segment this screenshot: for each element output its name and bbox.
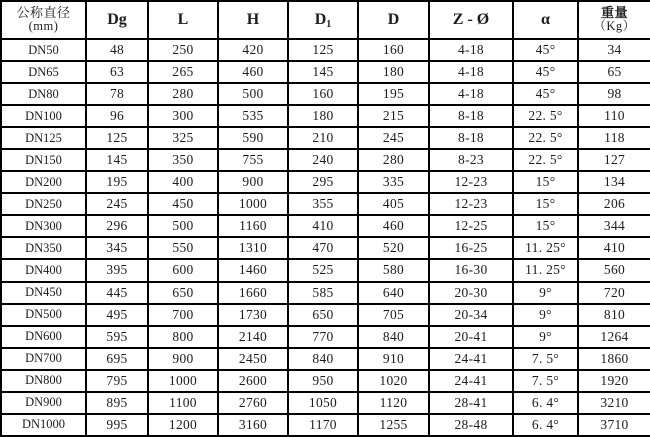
column-header-line2: （Kg） — [593, 19, 636, 34]
table-cell: 160 — [288, 83, 358, 105]
table-cell: 395 — [86, 259, 148, 281]
table-cell: 11. 25° — [513, 259, 578, 281]
table-cell: 22. 5° — [513, 105, 578, 127]
table-cell: 550 — [148, 237, 218, 259]
table-cell: 445 — [86, 282, 148, 304]
table-cell: 9° — [513, 326, 578, 348]
table-cell: 28-48 — [429, 414, 513, 436]
column-header-label: Z - Ø — [452, 11, 490, 29]
table-cell: 344 — [578, 215, 650, 237]
column-header-H — [218, 1, 288, 39]
row-label-cell: DN350 — [1, 237, 86, 259]
table-cell: 280 — [358, 149, 429, 171]
table-cell: 410 — [288, 215, 358, 237]
column-header-Dg — [86, 1, 148, 39]
table-row — [1, 237, 650, 259]
table-cell: 206 — [578, 193, 650, 215]
table-cell: 650 — [288, 304, 358, 326]
table-cell: 7. 5° — [513, 348, 578, 370]
table-cell: 125 — [86, 127, 148, 149]
table-cell: 900 — [218, 171, 288, 193]
table-cell: 560 — [578, 259, 650, 281]
table-cell: 1920 — [578, 370, 650, 392]
table-cell: 595 — [86, 326, 148, 348]
column-header-Z - Ø — [429, 1, 513, 39]
table-cell: 585 — [288, 282, 358, 304]
table-cell: 118 — [578, 127, 650, 149]
table-cell: 240 — [288, 149, 358, 171]
column-header-line2: (mm) — [28, 19, 59, 34]
table-cell: 15° — [513, 171, 578, 193]
table-cell: 45° — [513, 83, 578, 105]
row-label-cell: DN150 — [1, 149, 86, 171]
table-cell: 1160 — [218, 215, 288, 237]
table-cell: 9° — [513, 304, 578, 326]
table-cell: 1120 — [358, 392, 429, 414]
table-cell: 950 — [288, 370, 358, 392]
column-header-公称直径 — [1, 1, 86, 39]
row-label-cell: DN600 — [1, 326, 86, 348]
column-header-label: 重量 — [600, 4, 628, 20]
table-cell: 350 — [148, 149, 218, 171]
table-row — [1, 304, 650, 326]
table-cell: 28-41 — [429, 392, 513, 414]
table-cell: 840 — [288, 348, 358, 370]
table-cell: 325 — [148, 127, 218, 149]
table-cell: 3160 — [218, 414, 288, 436]
table-cell: 8-18 — [429, 105, 513, 127]
table-cell: 4-18 — [429, 83, 513, 105]
table-row — [1, 127, 650, 149]
table-cell: 640 — [358, 282, 429, 304]
table-cell: 400 — [148, 171, 218, 193]
table-cell: 2760 — [218, 392, 288, 414]
table-cell: 12-23 — [429, 171, 513, 193]
table-cell: 7. 5° — [513, 370, 578, 392]
table-cell: 695 — [86, 348, 148, 370]
column-header-label: D — [314, 10, 327, 28]
table-cell: 11. 25° — [513, 237, 578, 259]
table-row — [1, 348, 650, 370]
table-row — [1, 105, 650, 127]
table-cell: 180 — [288, 105, 358, 127]
table-cell: 1264 — [578, 326, 650, 348]
column-header-α — [513, 1, 578, 39]
table-cell: 20-34 — [429, 304, 513, 326]
row-label-cell: DN900 — [1, 392, 86, 414]
table-cell: 9° — [513, 282, 578, 304]
table-cell: 705 — [358, 304, 429, 326]
table-cell: 4-18 — [429, 39, 513, 61]
table-cell: 215 — [358, 105, 429, 127]
column-header-label: D — [387, 11, 400, 29]
table-cell: 720 — [578, 282, 650, 304]
row-label-cell: DN800 — [1, 370, 86, 392]
table-cell: 15° — [513, 193, 578, 215]
table-cell: 20-41 — [429, 326, 513, 348]
table-cell: 250 — [148, 39, 218, 61]
row-label-cell: DN1000 — [1, 414, 86, 436]
table-cell: 1255 — [358, 414, 429, 436]
row-label-cell: DN200 — [1, 171, 86, 193]
table-cell: 4-18 — [429, 61, 513, 83]
table-cell: 245 — [86, 193, 148, 215]
row-label-cell: DN100 — [1, 105, 86, 127]
table-cell: 460 — [358, 215, 429, 237]
table-cell: 12-25 — [429, 215, 513, 237]
table-cell: 650 — [148, 282, 218, 304]
row-label-cell: DN125 — [1, 127, 86, 149]
table-cell: 280 — [148, 83, 218, 105]
column-header-D — [358, 1, 429, 39]
table-cell: 995 — [86, 414, 148, 436]
table-cell: 1050 — [288, 392, 358, 414]
table-cell: 16-25 — [429, 237, 513, 259]
table-cell: 840 — [358, 326, 429, 348]
row-label-cell: DN450 — [1, 282, 86, 304]
table-cell: 450 — [148, 193, 218, 215]
table-cell: 45° — [513, 39, 578, 61]
table-cell: 134 — [578, 171, 650, 193]
table-cell: 65 — [578, 61, 650, 83]
table-cell: 895 — [86, 392, 148, 414]
table-row — [1, 83, 650, 105]
table-cell: 580 — [358, 259, 429, 281]
table-cell: 520 — [358, 237, 429, 259]
table-cell: 24-41 — [429, 370, 513, 392]
table-cell: 296 — [86, 215, 148, 237]
table-cell: 500 — [148, 215, 218, 237]
table-cell: 245 — [358, 127, 429, 149]
table-cell: 345 — [86, 237, 148, 259]
table-cell: 145 — [288, 61, 358, 83]
table-cell: 420 — [218, 39, 288, 61]
table-cell: 125 — [288, 39, 358, 61]
header-row — [1, 1, 650, 39]
table-cell: 700 — [148, 304, 218, 326]
table-row — [1, 171, 650, 193]
table-cell: 410 — [578, 237, 650, 259]
table-cell: 34 — [578, 39, 650, 61]
row-label-cell: DN50 — [1, 39, 86, 61]
column-header-label: Dg — [107, 11, 127, 29]
table-cell: 22. 5° — [513, 149, 578, 171]
table-cell: 810 — [578, 304, 650, 326]
table-cell: 2450 — [218, 348, 288, 370]
table-cell: 600 — [148, 259, 218, 281]
table-cell: 265 — [148, 61, 218, 83]
row-label-cell: DN400 — [1, 259, 86, 281]
table-cell: 770 — [288, 326, 358, 348]
table-cell: 295 — [288, 171, 358, 193]
table-cell: 535 — [218, 105, 288, 127]
table-row — [1, 370, 650, 392]
table-cell: 127 — [578, 149, 650, 171]
column-header-label: 公称直径 — [16, 4, 71, 20]
column-header-label: L — [177, 11, 189, 29]
table-cell: 2140 — [218, 326, 288, 348]
table-cell: 98 — [578, 83, 650, 105]
table-row — [1, 259, 650, 281]
table-cell: 1200 — [148, 414, 218, 436]
table-cell: 460 — [218, 61, 288, 83]
table-cell: 22. 5° — [513, 127, 578, 149]
table-cell: 525 — [288, 259, 358, 281]
column-header-L — [148, 1, 218, 39]
table-cell: 110 — [578, 105, 650, 127]
table-cell: 96 — [86, 105, 148, 127]
table-cell: 63 — [86, 61, 148, 83]
table-cell: 6. 4° — [513, 392, 578, 414]
row-label-cell: DN300 — [1, 215, 86, 237]
table-cell: 1730 — [218, 304, 288, 326]
table-cell: 795 — [86, 370, 148, 392]
table-row — [1, 326, 650, 348]
table-cell: 15° — [513, 215, 578, 237]
table-cell: 900 — [148, 348, 218, 370]
table-cell: 590 — [218, 127, 288, 149]
table-header — [1, 1, 650, 39]
table-row — [1, 149, 650, 171]
column-header-label: α — [541, 11, 550, 29]
table-row — [1, 414, 650, 436]
table-cell: 210 — [288, 127, 358, 149]
column-header-重量 — [578, 1, 650, 39]
column-header-D — [288, 1, 358, 39]
row-label-cell: DN500 — [1, 304, 86, 326]
table-cell: 1460 — [218, 259, 288, 281]
table-row — [1, 39, 650, 61]
table-cell: 500 — [218, 83, 288, 105]
row-label-cell: DN700 — [1, 348, 86, 370]
row-label-cell: DN250 — [1, 193, 86, 215]
table-row — [1, 61, 650, 83]
table-cell: 1100 — [148, 392, 218, 414]
table-body — [1, 39, 650, 436]
table-cell: 1860 — [578, 348, 650, 370]
table-cell: 16-30 — [429, 259, 513, 281]
table-cell: 6. 4° — [513, 414, 578, 436]
table-cell: 48 — [86, 39, 148, 61]
table-cell: 160 — [358, 39, 429, 61]
table-cell: 405 — [358, 193, 429, 215]
table-cell: 1310 — [218, 237, 288, 259]
table-cell: 910 — [358, 348, 429, 370]
table-cell: 195 — [86, 171, 148, 193]
table-row — [1, 392, 650, 414]
table-row — [1, 282, 650, 304]
table-cell: 195 — [358, 83, 429, 105]
table-cell: 300 — [148, 105, 218, 127]
table-row — [1, 215, 650, 237]
table-cell: 335 — [358, 171, 429, 193]
table-cell: 800 — [148, 326, 218, 348]
table-cell: 1660 — [218, 282, 288, 304]
row-label-cell: DN80 — [1, 83, 86, 105]
table-cell: 24-41 — [429, 348, 513, 370]
table-cell: 1000 — [218, 193, 288, 215]
table-cell: 470 — [288, 237, 358, 259]
table-cell: 3710 — [578, 414, 650, 436]
row-label-cell: DN65 — [1, 61, 86, 83]
table-cell: 355 — [288, 193, 358, 215]
column-header-subscript: 1 — [326, 18, 332, 30]
table-cell: 495 — [86, 304, 148, 326]
column-header-label: H — [246, 11, 260, 29]
table-cell: 1000 — [148, 370, 218, 392]
table-cell: 45° — [513, 61, 578, 83]
table-cell: 8-23 — [429, 149, 513, 171]
table-cell: 8-18 — [429, 127, 513, 149]
table-cell: 755 — [218, 149, 288, 171]
table-cell: 78 — [86, 83, 148, 105]
table-cell: 20-30 — [429, 282, 513, 304]
table-cell: 12-23 — [429, 193, 513, 215]
table-cell: 145 — [86, 149, 148, 171]
table-row — [1, 193, 650, 215]
table-cell: 1170 — [288, 414, 358, 436]
table-cell: 1020 — [358, 370, 429, 392]
table-cell: 3210 — [578, 392, 650, 414]
table-cell: 2600 — [218, 370, 288, 392]
table-cell: 180 — [358, 61, 429, 83]
